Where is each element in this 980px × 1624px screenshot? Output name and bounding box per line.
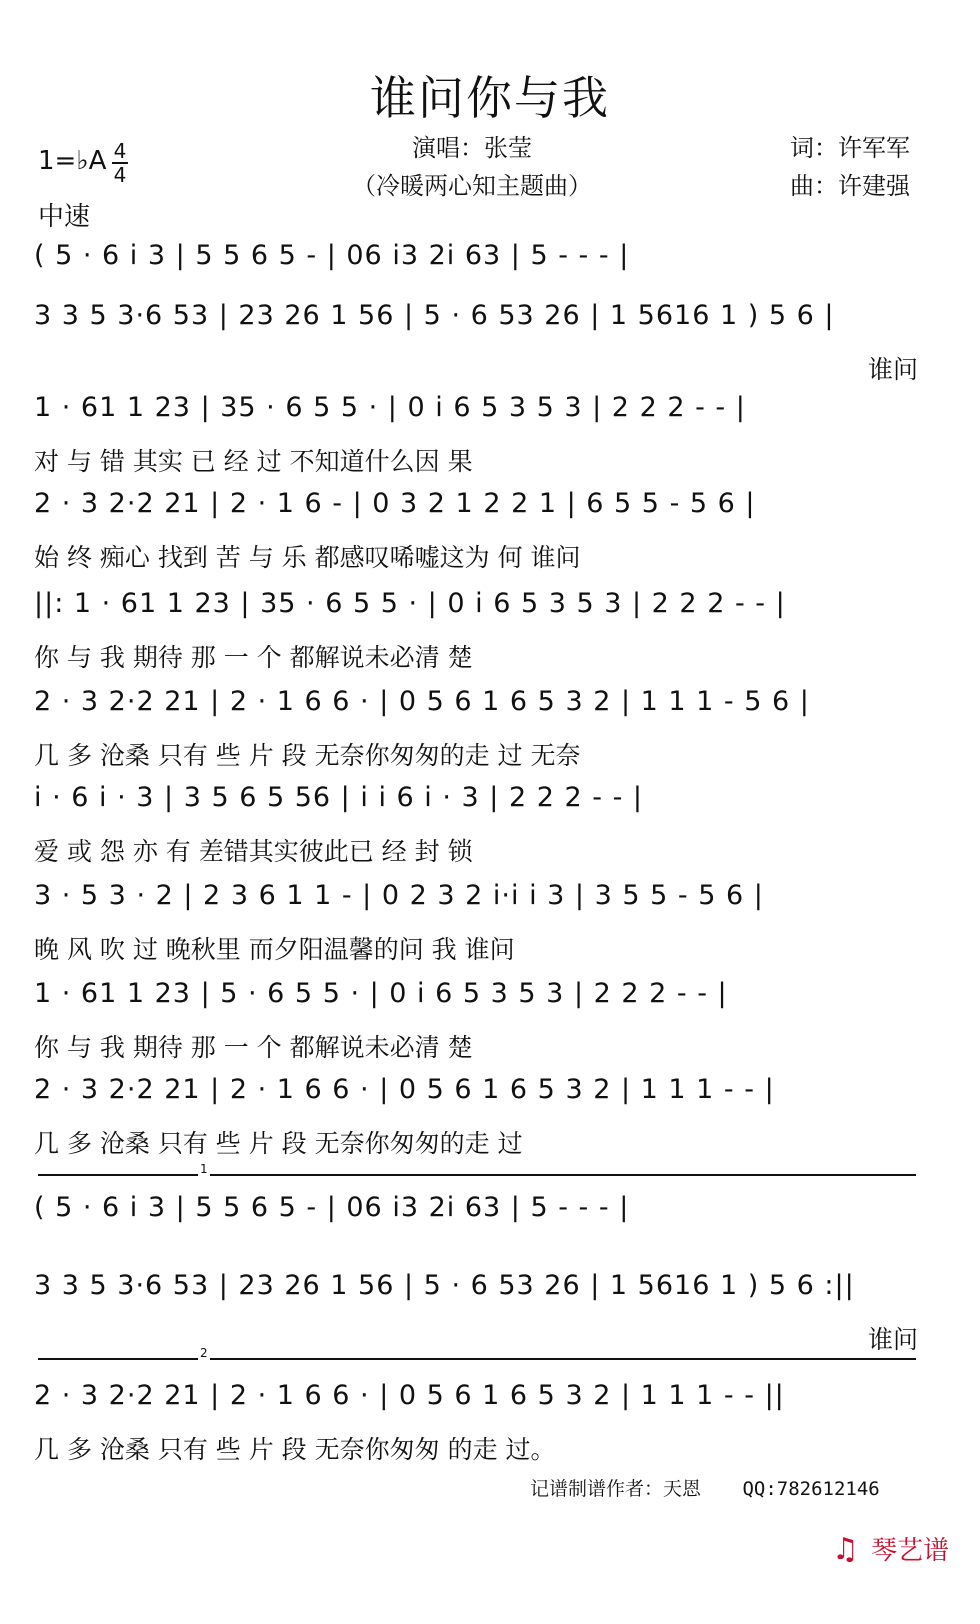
composer: 曲：许建强 — [790, 172, 910, 200]
notation-line: 1 · 61 1 23 | 5 · 6 5 5 · | 0 i 6 5 3 5 3 | 2 2 2 - - | — [34, 978, 728, 1009]
notation-line: 3 · 5 3 · 2 | 2 3 6 1 1 - | 0 2 3 2 i·i i 3 | 3 5 5 - 5 6 | — [34, 880, 764, 911]
ending-bracket-1 — [38, 1162, 916, 1186]
notation-line: 2 · 3 2·2 21 | 2 · 1 6 6 · | 0 5 6 1 6 5 3 2 | 1 1 1 - 5 6 | — [34, 686, 810, 717]
lyric-line: 几 多 沧桑 只有 些 片 段 无奈你匆匆 的走 过。 — [34, 1435, 556, 1464]
notation-line: 1 · 61 1 23 | 35 · 6 5 5 · | 0 i 6 5 3 5 3 | 2 2 2 - - | — [34, 392, 746, 423]
notation-line: ( 5 · 6 i 3 | 5 5 6 5 - | 06 i3 2i 63 | 5 - - - | — [34, 1192, 630, 1223]
notation-line: ( 5 · 6 i 3 | 5 5 6 5 - | 06 i3 2i 63 | 5 - - - | — [34, 240, 630, 271]
ending-bracket-2 — [38, 1346, 916, 1370]
ending-label-2: 2 — [200, 1346, 208, 1360]
subtitle: （冷暖两心知主题曲） — [352, 172, 592, 200]
notation-line: 2 · 3 2·2 21 | 2 · 1 6 - | 0 3 2 1 2 2 1 | 6 5 5 - 5 6 | — [34, 488, 756, 519]
lyric-line: 始 终 痴心 找到 苦 与 乐 都感叹唏嘘这为 何 谁问 — [34, 543, 581, 572]
key-signature: 1=♭A — [38, 146, 107, 176]
footer-credit — [530, 1474, 880, 1501]
qq-text: QQ:782612146 — [742, 1478, 880, 1500]
credit-text: 记谱制谱作者：天恩 — [530, 1478, 702, 1500]
brand-icon: ♫ — [832, 1532, 859, 1567]
time-signature — [112, 140, 128, 186]
notation-line: 3 3 5 3·6 53 | 23 26 1 56 | 5 · 6 53 26 | 1 5616 1 ) 5 6 | — [34, 300, 835, 331]
brand-text: 琴艺谱 — [871, 1536, 950, 1566]
notation-line: i · 6 i · 3 | 3 5 6 5 56 | i i 6 i · 3 | 2 2 2 - - | — [34, 782, 644, 813]
tempo: 中速 — [38, 202, 91, 232]
lyric-line: 几 多 沧桑 只有 些 片 段 无奈你匆匆的走 过 无奈 — [34, 741, 581, 770]
lyric-line: 爱 或 怨 亦 有 差错其实彼此已 经 封 锁 — [34, 837, 473, 866]
lyric-line: 晚 风 吹 过 晚秋里 而夕阳温馨的问 我 谁问 — [34, 935, 515, 964]
lyric-line: 你 与 我 期待 那 一 个 都解说未必清 楚 — [34, 1033, 473, 1062]
time-top: 4 — [113, 139, 127, 163]
time-bottom: 4 — [113, 163, 127, 187]
notation-line: 2 · 3 2·2 21 | 2 · 1 6 6 · | 0 5 6 1 6 5 3 2 | 1 1 1 - - | — [34, 1074, 775, 1105]
lyric-line: 谁问 — [867, 355, 918, 384]
lyric-line: 谁问 — [867, 1325, 918, 1354]
notation-line: ||: 1 · 61 1 23 | 35 · 6 5 5 · | 0 i 6 5 3 5 3 | 2 2 2 - - | — [34, 588, 786, 619]
ending-label-1: 1 — [200, 1162, 208, 1176]
lyric-line: 你 与 我 期待 那 一 个 都解说未必清 楚 — [34, 643, 473, 672]
notation-line: 3 3 5 3·6 53 | 23 26 1 56 | 5 · 6 53 26 | 1 5616 1 ) 5 6 :|| — [34, 1270, 855, 1301]
notation-line: 2 · 3 2·2 21 | 2 · 1 6 6 · | 0 5 6 1 6 5 3 2 | 1 1 1 - - || — [34, 1380, 785, 1411]
lyricist: 词：许军军 — [790, 134, 910, 162]
singer: 演唱：张莹 — [412, 134, 532, 162]
lyric-line: 对 与 错 其实 已 经 过 不知道什么因 果 — [34, 447, 473, 476]
brand-logo — [832, 1530, 949, 1567]
lyric-line: 几 多 沧桑 只有 些 片 段 无奈你匆匆的走 过 — [34, 1129, 523, 1158]
page-title: 谁问你与我 — [370, 71, 610, 125]
